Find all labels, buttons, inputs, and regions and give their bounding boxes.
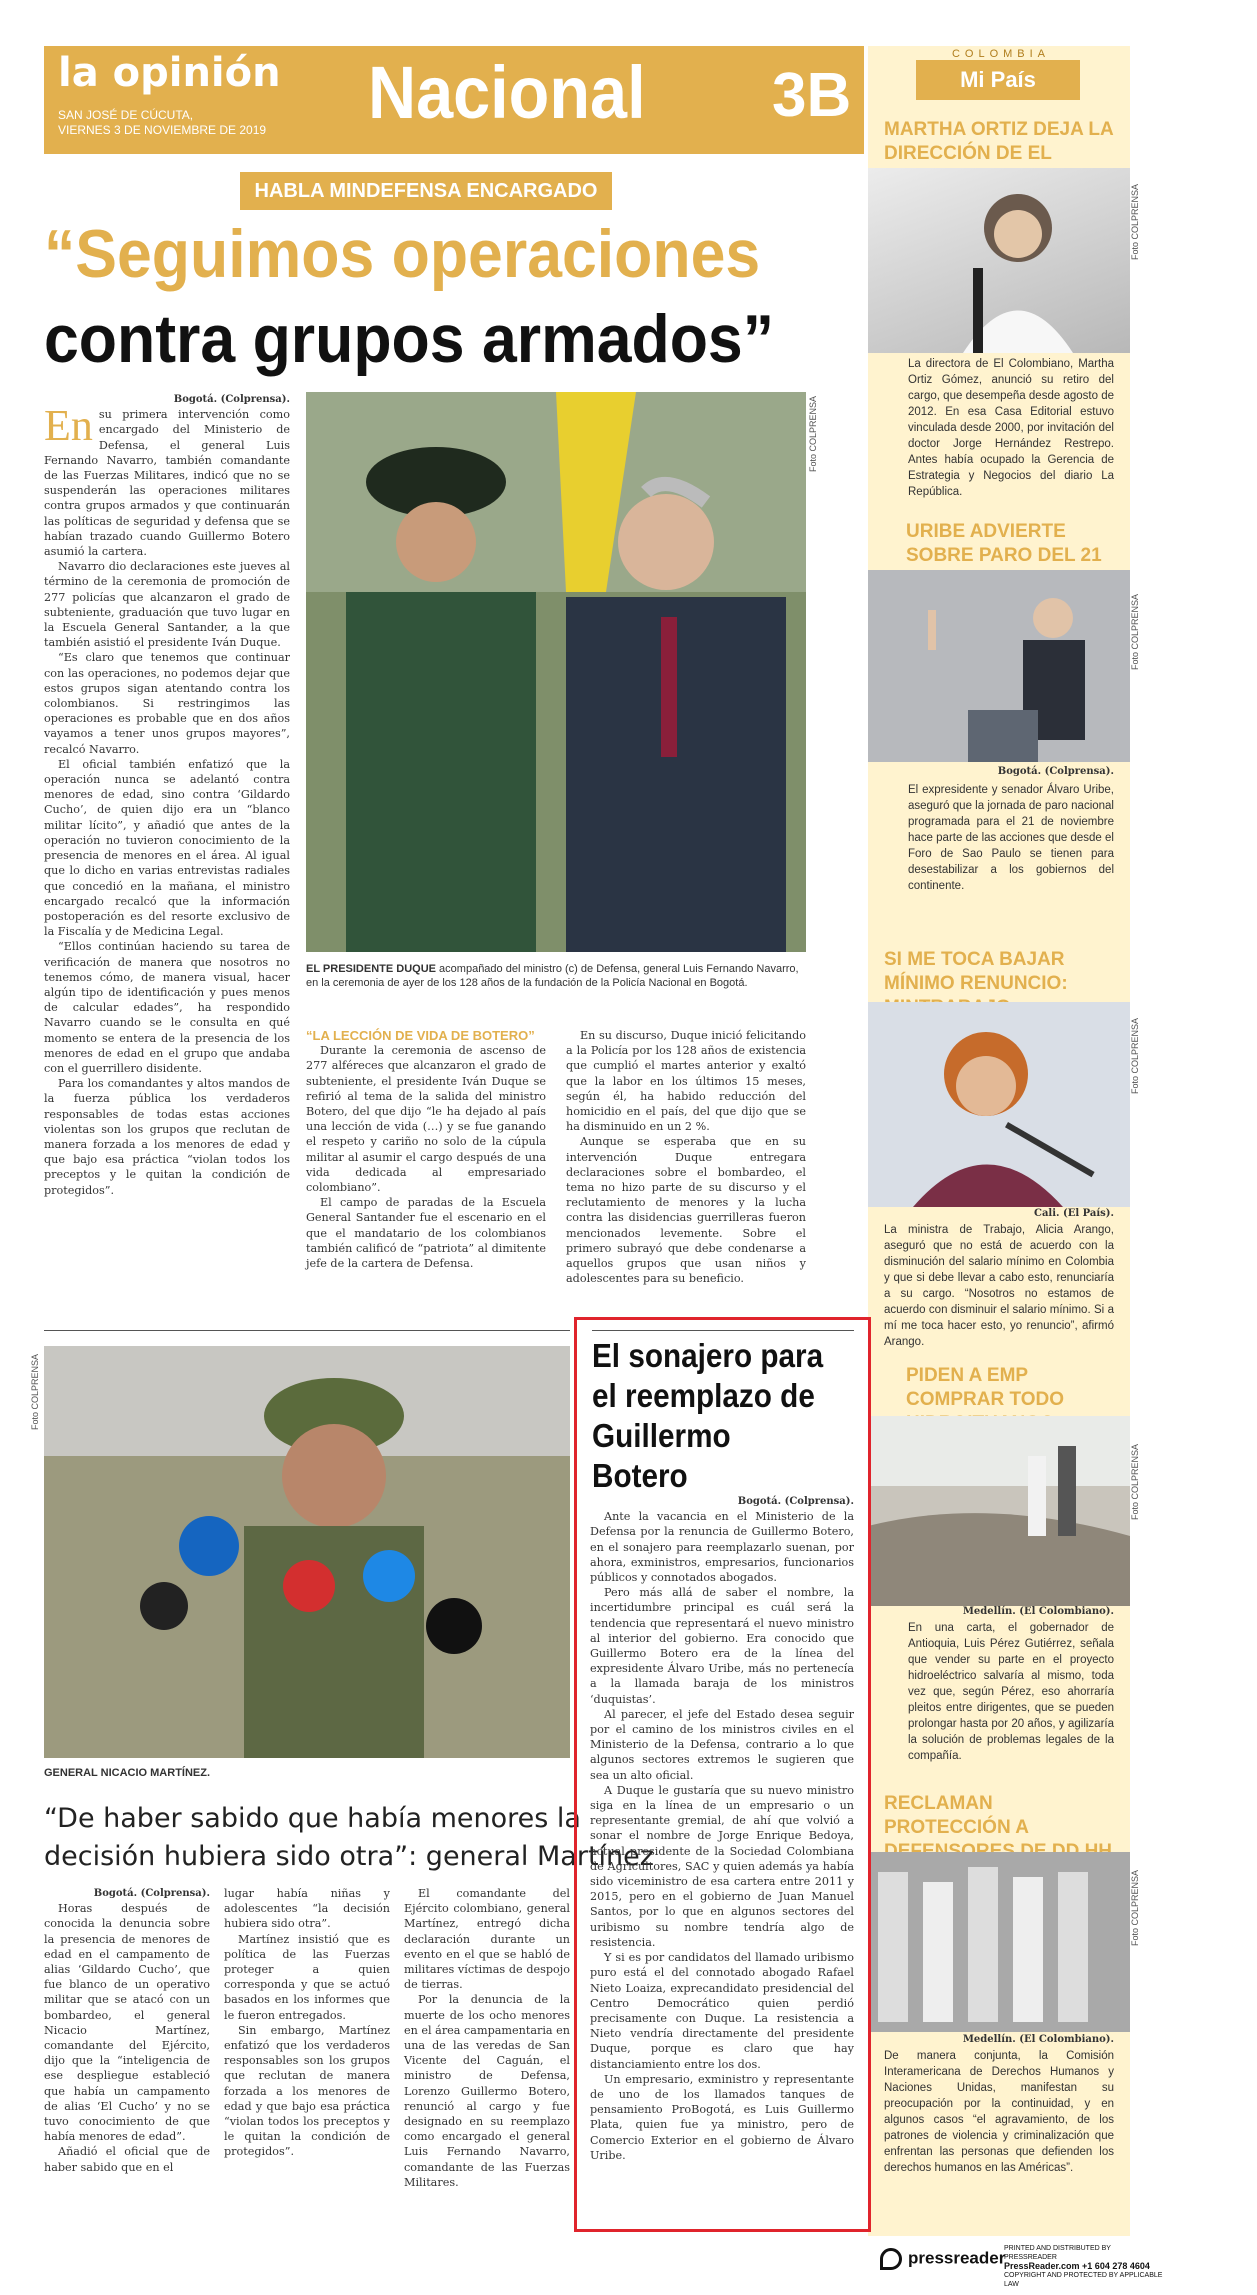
second-photo-martinez bbox=[44, 1346, 570, 1758]
lead-paragraph: Navarro dio declaraciones este jueves al término de la ceremonia de promoción de 277 policías que alcanzaron el grado de subteniente, graduación que tuvo lugar en la Escuela General Santander, a la que también asistió el presidente Iván Duque. bbox=[44, 560, 290, 650]
sidebar-headline-mintrabajo[interactable]: SI ME TOCA BAJAR MÍNIMO RENUNCIO: bbox=[884, 949, 1068, 994]
lead-photo-caption bbox=[306, 962, 806, 990]
sidebar-photo-credit-1: Foto COLPRENSA bbox=[1130, 183, 1140, 260]
sidebar-photo-credit-4: Foto COLPRENSA bbox=[1130, 1443, 1140, 1520]
second-photo-credit: Foto COLPRENSA bbox=[30, 1353, 40, 1430]
sonajero-paragraph: Un empresario, exministro y representante de uno de los llamados tanques de pensamiento ProBogotá, es Luis Guillermo Plata, quien fue ya ministro, pero de Comercio Exterior en el gobierno de Álvaro Uribe. bbox=[590, 2072, 854, 2162]
sidebar-country: COLOMBIA bbox=[951, 48, 1051, 60]
second-paragraph: Horas después de conocida la denuncia sobre la presencia de menores de edad en el campamento de alias ‘Gildardo Cucho’, que fue blanco de un operativo militar que se atacó con un bombardeo, el general Nicacio Martínez, comandante del Ejército, dijo que la “inteligencia de ese despliegue estableció que había un campamento de alias ‘El Cucho’ y no se tuvo conocimiento de que había menores de edad”. bbox=[44, 1902, 210, 2144]
lead-column-3 bbox=[566, 1028, 806, 1286]
sidebar-headline-uribe[interactable]: URIBE ADVIERTE SOBRE PARO DEL 21 bbox=[906, 521, 1102, 566]
second-paragraph: Sin embargo, Martínez enfatizó que los verdaderos responsables son los grupos que reclutan de manera forzada a los menores de edad y que bajo esa práctica “violan todos los preceptos y le quitan la condición de protegidos”. bbox=[224, 2023, 390, 2159]
lead-paragraph: El campo de paradas de la Escuela General Santander fue el escenario en el que el mandatario de los colombianos también calificó de “patriota” al dimitente jefe de la cartera de Defensa. bbox=[306, 1196, 546, 1271]
sidebar-dateline-ddhh: Medellín. (El Colombiano). bbox=[962, 2034, 1114, 2045]
second-paragraph: Por la denuncia de la muerte de los ocho menores en el área campamentaria en una de las veredas de San Vicente del Caguán, el ministro de Defensa, Lorenzo Guillermo Botero, renunció al cargo y fue designado en su reemplazo como encargado el general Luis Fernando Navarro, comandante de las Fuerzas Militares. bbox=[404, 1993, 570, 2189]
sidebar-headline-hidroituango[interactable]: PIDEN A EMP COMPRAR TODO bbox=[906, 1365, 1064, 1410]
lead-photo-duque-navarro bbox=[306, 392, 806, 952]
lead-paragraph: “Es claro que tenemos que continuar con las operaciones, no podemos dejar que estos grupos sigan atentando contra los colombianos. Si restringimos las operaciones es probable que en dos años vayamos a tener unos grupos mayores”, recalcó Navarro. bbox=[44, 651, 290, 756]
section-divider bbox=[44, 1330, 570, 1331]
second-column-1 bbox=[44, 1886, 210, 2175]
portrait-icon bbox=[868, 1002, 1130, 1207]
second-headline-line1: “De haber sabido que había menores la bbox=[44, 1803, 581, 1834]
sidebar-headline-ortiz[interactable]: MARTHA ORTIZ DEJA LA DIRECCIÓN DE EL bbox=[884, 119, 1114, 164]
sonajero-paragraph: Ante la vacancia en el Ministerio de la Defensa por la renuncia de Guillermo Botero, en el sonajero para reemplazarlo suenan, por ahora, exministros, empresarios, funcionarios públicos y connotados abogados. bbox=[590, 1510, 854, 1585]
sidebar-dateline-uribe: Bogotá. (Colprensa). bbox=[997, 766, 1114, 777]
lead-headline-line1[interactable]: “Seguimos operaciones bbox=[44, 216, 761, 292]
photo-defensores bbox=[868, 1852, 1130, 2032]
sonajero-paragraph: A Duque le gustaría que su nuevo ministro siga en la línea de un empresario o un representante gremial, de ahí que volvió a sonar el nombre de Jorge Enrique Bedoya, actual presidente de la Sociedad Colombiana de Agricultores, SAC y quien además ya había sido viceministro de esa cartera entre 2011 y 2015, pero en el gobierno de Juan Manuel Santos, por lo que en algunos sectores del uribismo su nombre tendría algo de resistencia. bbox=[590, 1783, 854, 1949]
lead-paragraph: Aunque se esperaba que en su intervención Duque entregara declaraciones sobre el bombardeo, el tema no hizo parte de su discurso y el reclutamiento de menores y la lucha contra las disidencias guerrilleras fueron mencionados levemente. Sobre el primero subrayó que debe condenarse a aquellos grupos que usan niños y adolescentes para su beneficio. bbox=[566, 1135, 806, 1286]
page-number: 3B bbox=[772, 61, 852, 130]
photo-martha-ortiz bbox=[868, 168, 1130, 353]
sidebar-dateline-hidroituango: Medellín. (El Colombiano). bbox=[962, 1606, 1114, 1617]
newspaper-logo[interactable]: la opinión bbox=[58, 50, 281, 96]
sidebar-text-uribe: El expresidente y senador Álvaro Uribe, aseguró que la jornada de paro nacional programada para el 21 de noviembre hace parte de las acciones que desde el Foro de Sao Paulo se tienen para desestabilizar a los gobiernos del continente. bbox=[908, 784, 1114, 892]
lead-paragraph: En su discurso, Duque inició felicitando a la Policía por los 128 años de existencia que cumplió el martes anterior y exaltó que la labor en los últimos 15 meses, según él, ha habido reducción del homicidio en el país, del que dijo que se ha disminuido en un 2 %. bbox=[566, 1029, 806, 1134]
sidebar-photo-credit-2: Foto COLPRENSA bbox=[1130, 593, 1140, 670]
second-paragraph: lugar había niñas y adolescentes “la decisión hubiera sido otra”. bbox=[224, 1887, 390, 1931]
lead-dateline: Bogotá. (Colprensa). bbox=[173, 394, 290, 405]
lead-paragraph: su primera intervención como encargado del Ministerio de Defensa, el general Luis Fernando Navarro, también comandante de las Fuerzas Militares, indicó que no se suspenderán las operaciones militares contra grupos armados y que continuarán las políticas de seguridad y defensa que se habían trazado cuando Guillermo Botero asumió la cartera. bbox=[44, 408, 290, 559]
lead-paragraph: El oficial también enfatizó que la operación nunca se adelantó contra menores de edad, sino contra ‘Gildardo Cucho’, de quien dijo era un “blanco militar lícito”, y añadió que antes de la operación no tuvieron conocimiento de la presencia de menores en el área. Al igual que lo dicho en varias entrevistas radiales que concedió en la mañana, el ministro encargado recalcó que la información postoperación es del resorte exclusivo de la Fiscalía y de Medicina Legal. bbox=[44, 757, 290, 939]
photo-hidroituango bbox=[868, 1416, 1130, 1606]
lead-column-1 bbox=[44, 392, 290, 1198]
footer-line-1: PRINTED AND DISTRIBUTED BY PRESSREADER bbox=[1004, 2245, 1111, 2261]
sidebar-headline-ddhh[interactable]: RECLAMAN PROTECCIÓN A bbox=[884, 1793, 1029, 1838]
press-scene-icon bbox=[44, 1346, 570, 1758]
second-column-2 bbox=[224, 1886, 390, 2160]
sonajero-paragraph: Al parecer, el jefe del Estado desea seguir por el camino de los ministros civiles en el Ministerio de la Defensa, contrario a lo que algunos sectores extremos le sugieren que sea un alto oficial. bbox=[590, 1707, 854, 1782]
sonajero-paragraph: Y si es por candidatos del llamado uribismo puro está el del connotado abogado Rafael Nieto Loaiza, exprecandidato presidencial del Centro Democrático quien perdió precisamente con Duque. La resistencia a Nieto vendría directamente del presidente Duque, porque es claro que hay distanciamiento entre los dos. bbox=[590, 1951, 854, 2071]
sidebar-dateline-mintrabajo: Cali. (El País). bbox=[1033, 1208, 1114, 1219]
landscape-icon bbox=[868, 1416, 1130, 1606]
sidebar-photo-credit-3: Foto COLPRENSA bbox=[1130, 1017, 1140, 1094]
lead-caption-text: acompañado del ministro (c) de Defensa, general Luis Fernando Navarro, en la ceremonia de ayer de los 128 años de la fundación de la Policía Nacional en Bogotá. bbox=[306, 963, 799, 989]
photo-uribe bbox=[868, 570, 1130, 762]
sonajero-title[interactable]: El sonajero para el reemplazo de Guillermo Botero bbox=[592, 1337, 824, 1494]
lead-headline-line2[interactable]: contra grupos armados” bbox=[44, 301, 775, 377]
lead-column-2 bbox=[306, 1028, 546, 1271]
second-paragraph: Añadió el oficial que de haber sabido que en el bbox=[44, 2145, 210, 2174]
sidebar-text-ddhh: De manera conjunta, la Comisión Interamericana de Derechos Humanos y Naciones Unidas, manifestan su preocupación por la continuidad, y en algunos casos “el agravamiento, de los patrones de violencia y criminalización que enfrentan las personas que defienden los derechos humanos en las Américas”. bbox=[884, 2050, 1114, 2174]
pressreader-fine-print bbox=[1004, 2244, 1164, 2289]
lead-paragraph: Para los comandantes y altos mandos de la fuerza pública los verdaderos responsables de todas estas acciones violentas son los grupos que reclutan de manera forzada a los menores de edad y que bajo esa práctica “violan todos los preceptos y le quitan la condición de protegidos”. bbox=[44, 1077, 290, 1197]
pressreader-logo[interactable] bbox=[880, 2248, 1005, 2270]
sidebar-photo-credit-5: Foto COLPRENSA bbox=[1130, 1869, 1140, 1946]
second-headline-line2: decisión hubiera sido otra”: general Martínez bbox=[44, 1841, 654, 1872]
second-column-3 bbox=[404, 1886, 570, 2190]
section-title: Nacional bbox=[368, 51, 646, 134]
lead-paragraph: Durante la ceremonia de ascenso de 277 alféreces que alcanzaron el grado de subteniente, el presidente Iván Duque se refirió al tema de la salida del ministro Botero, del que dijo “le ha dejado al país una lección de vida (…) y se fue ganando el respeto y cariño no solo de la cúpula militar al asumir el cargo después de una vida dedicada al empresariado colombiano”. bbox=[306, 1044, 546, 1195]
sidebar-tag: Mi País bbox=[916, 60, 1080, 100]
sidebar-text-ortiz: La directora de El Colombiano, Martha Ortiz Gómez, anunció su retiro del cargo, que desempeña desde agosto de 2012. En esa Casa Editorial estuvo vinculada desde 2000, por invitación del doctor Jorge Hernández Restrepo. Antes había ocupado la Gerencia de Estrategia y Negocios del diario La República. bbox=[908, 358, 1114, 498]
sonajero-body bbox=[590, 1494, 854, 2163]
footer-line-3: COPYRIGHT AND PROTECTED BY APPLICABLE LAW bbox=[1004, 2272, 1163, 2288]
second-paragraph: Martínez insistió que es política de las Fuerzas proteger a quien corresponda y que se actuó basados en los informes que le fueron entregados. bbox=[224, 1932, 390, 2022]
second-paragraph: El comandante del Ejército colombiano, general Martínez, entregó dicha declaración durante un evento en el que se habló de militares víctimas de despojo de tierras. bbox=[404, 1887, 570, 1992]
lead-paragraph: “Ellos continúan haciendo su tarea de verificación de manera que nosotros no tenemos cómo, de manera visual, hacer algún tipo de identificación y pues menos de calcular edades”, ha respondido Navarro cuando se le consulta en qué momento se entera de la presencia de los menores de edad en el grupo que andaba con el guerrillero disidente. bbox=[44, 940, 290, 1075]
pressreader-label: pressreader bbox=[908, 2248, 1006, 2268]
second-photo-caption: GENERAL NICACIO MARTÍNEZ. bbox=[44, 1767, 211, 1779]
header-dateline bbox=[58, 108, 278, 138]
lead-subhead: “LA LECCIÓN DE VIDA DE BOTERO” bbox=[306, 1028, 535, 1043]
photo-alicia-arango bbox=[868, 1002, 1130, 1207]
sonajero-top-rule bbox=[592, 1330, 854, 1331]
portrait-icon bbox=[868, 570, 1130, 762]
sonajero-paragraph: Pero más allá de saber el nombre, la incertidumbre principal es cuál será la tendencia que representará el nuevo ministro al interior del gobierno. Era conocido que Guillermo Botero era de la línea del expresidente Álvaro Uribe, más no pertenecía a la llamada baraja de los ministros ‘duquistas’. bbox=[590, 1586, 854, 1706]
footer-line-2: PressReader.com +1 604 278 4604 bbox=[1004, 2261, 1150, 2271]
header-place: SAN JOSÉ DE CÚCUTA, bbox=[58, 108, 194, 122]
lead-photo-credit: Foto COLPRENSA bbox=[808, 395, 818, 472]
sidebar-text-hidroituango: En una carta, el gobernador de Antioquia, Luis Pérez Gutiérrez, señala que vender su parte en el proyecto hidroeléctrico salvaría al mismo, toda vez que, según Pérez, eso ahorraría pleitos entre dirigentes, que se pueden prolongar hasta por 20 años, y agilizaría la solución de problemas legales de la compañía. bbox=[908, 1622, 1114, 1762]
second-headline[interactable] bbox=[44, 1800, 654, 1876]
header-date: VIERNES 3 DE NOVIEMBRE DE 2019 bbox=[58, 123, 267, 137]
photo-scene-icon bbox=[306, 392, 806, 952]
sonajero-dateline: Bogotá. (Colprensa). bbox=[737, 1496, 854, 1507]
crowd-icon bbox=[868, 1852, 1130, 2032]
sidebar-text-mintrabajo: La ministra de Trabajo, Alicia Arango, aseguró que no está de acuerdo con la disminución del salario mínimo en Colombia y que si debe llevar a cabo esto, renunciaría a su cargo. “Nosotros no estamos de acuerdo con disminuir el salario mínimo. Si a mí me toca hacer esto, yo renuncio”, afirmó Arango. bbox=[884, 1224, 1114, 1348]
lead-caption-bold: EL PRESIDENTE DUQUE bbox=[306, 963, 436, 975]
lead-dropcap: En bbox=[44, 401, 93, 451]
lead-kicker: HABLA MINDEFENSA ENCARGADO bbox=[240, 172, 612, 210]
pressreader-icon bbox=[880, 2248, 902, 2270]
second-dateline: Bogotá. (Colprensa). bbox=[93, 1888, 210, 1899]
portrait-icon bbox=[868, 168, 1130, 353]
